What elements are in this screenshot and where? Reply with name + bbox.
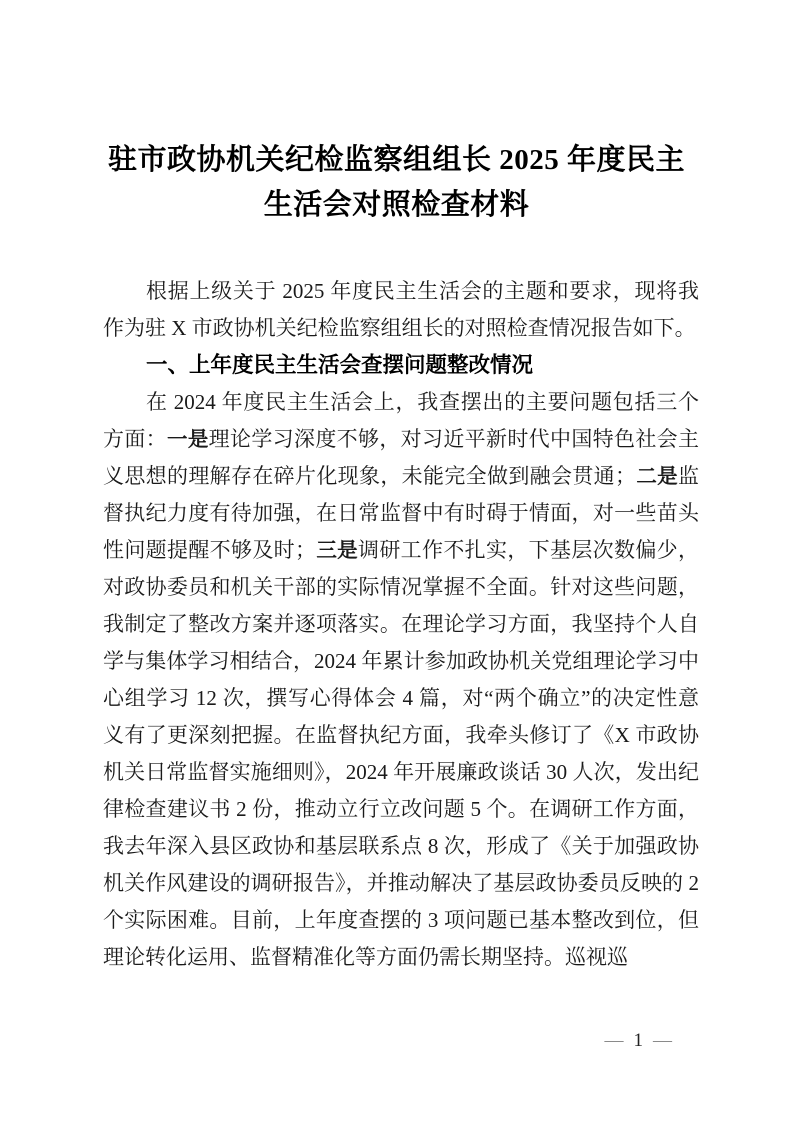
text-segment: 在 2024 年度民主生活会上，我查摆出的主要问题包括三个方面：	[103, 390, 699, 451]
page-number	[605, 1030, 673, 1052]
section-1-heading: 一、上年度民主生活会查摆问题整改情况	[146, 353, 534, 377]
text-segment: 调研工作不扎实，下基层次数偏少，对政协委员和机关干部的实际情况掌握不全面。针对这些问题，我制定了整改方案并逐项落实。在理论学习方面，我坚持个人自学与集体学习相结合，2024 年累计参加政协机关党组理论学习中心组学习 12 次，撰写心得体会 4 篇，对“两个确立”的决定性意义有了更深刻把握。在监督执纪方面，我牵头修订了《X 市政协机关日常监督实施细则》，2024 年开展廉政谈话 30 人次，发出纪律检查建议书 2 份，推动立行立改问题 5 个。在调研工作方面，我去年深入县区政协和基层联系点 8 次，形成了《关于加强政协机关作风建设的调研报告》，并推动解决了基层政协委员反映的 2 个实际困难。目前，上年度查摆的 3 项问题已基本整改到位，但理论转化运用、监督精准化等方面仍需长期坚持。巡视巡	[103, 538, 699, 969]
bold-emphasis-second: 二是	[636, 465, 678, 488]
text-segment: 监督执纪力度有待加强，在日常监督中有时碍于情面，对一些苗头性问题提醒不够及时；	[103, 464, 699, 562]
document-title	[90, 138, 703, 228]
text-segment: 理论学习深度不够，对习近平新时代中国特色社会主义思想的理解存在碎片化现象，未能完全做到融会贯通；	[103, 427, 700, 488]
page-number-dash-left: —	[604, 1030, 624, 1051]
document-title-line-1: 驻市政协机关纪检监察组组长 2025 年度民主	[107, 144, 685, 176]
page-number-value: 1	[633, 1030, 643, 1051]
page-number-dash-right: —	[653, 1030, 672, 1051]
bold-emphasis-third: 三是	[316, 539, 358, 562]
bold-emphasis-first: 一是	[167, 428, 209, 451]
document-body	[103, 273, 699, 976]
intro-paragraph: 根据上级关于 2025 年度民主生活会的主题和要求，现将我作为驻 X 市政协机关纪检监察组组长的对照检查情况报告如下。	[103, 279, 699, 340]
section-1-paragraph	[103, 384, 699, 976]
document-title-line-2: 生活会对照检查材料	[263, 189, 530, 221]
